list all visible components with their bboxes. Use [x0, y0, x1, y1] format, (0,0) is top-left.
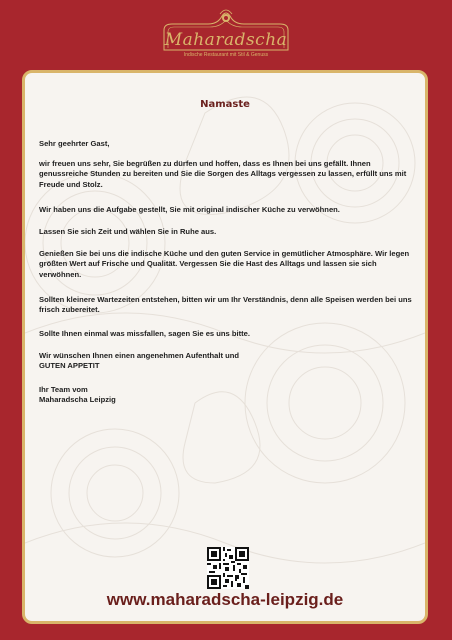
paisley-pattern-icon [25, 73, 425, 621]
logo [150, 6, 302, 62]
paragraph-5: Sollten kleinere Wartezeiten entstehen, bitten wir um Ihr Verständnis, denn alle Speisen werden bei uns frisch zubereitet. [39, 295, 412, 315]
website-link[interactable]: www.maharadscha-leipzig.de [106, 590, 344, 609]
paragraph-1: wir freuen uns sehr, Sie begrüßen zu dürfen und hoffen, dass es Ihnen bei uns gefällt. Ihnen genussreiche Stunden zu bereiten und Sie die Sorgen des Alltags vergessen zu lassen, erfüllt uns mit Freude und Stolz. [39, 159, 407, 189]
paragraph-3: Lassen Sie sich Zeit und wählen Sie in Ruhe aus. [39, 227, 217, 236]
paragraph-4: Genießen Sie bei uns die indische Küche und den guten Service in gemütlicher Atmosphäre. Wir legen größten Wert auf Frische und Qualität. Vergessen Sie die Hast des Alltags und lassen sie sich verwöhnen. [39, 249, 410, 279]
paragraph-2: Wir haben uns die Aufgabe gestellt, Sie mit original indischer Küche zu verwöhnen. [39, 205, 340, 214]
signature-line-1: Ihr Team vom [39, 385, 88, 394]
greeting: Sehr geehrter Gast, [39, 139, 110, 148]
closing-line-1: Wir wünschen Ihnen einen angenehmen Aufenthalt und [39, 351, 240, 360]
paragraph-6: Sollte Ihnen einmal was missfallen, sagen Sie es uns bitte. [39, 329, 251, 338]
letter-title: Namaste [200, 99, 250, 110]
signature-line-2: Maharadscha Leipzig [39, 395, 116, 404]
logo-title: Maharadscha [164, 30, 288, 50]
closing-line-2: GUTEN APPETIT [39, 361, 100, 370]
qr-code-icon[interactable] [207, 547, 249, 589]
letter-card [22, 70, 428, 624]
logo-tagline: Indische Restaurant mit Stil & Genuss [183, 52, 269, 58]
